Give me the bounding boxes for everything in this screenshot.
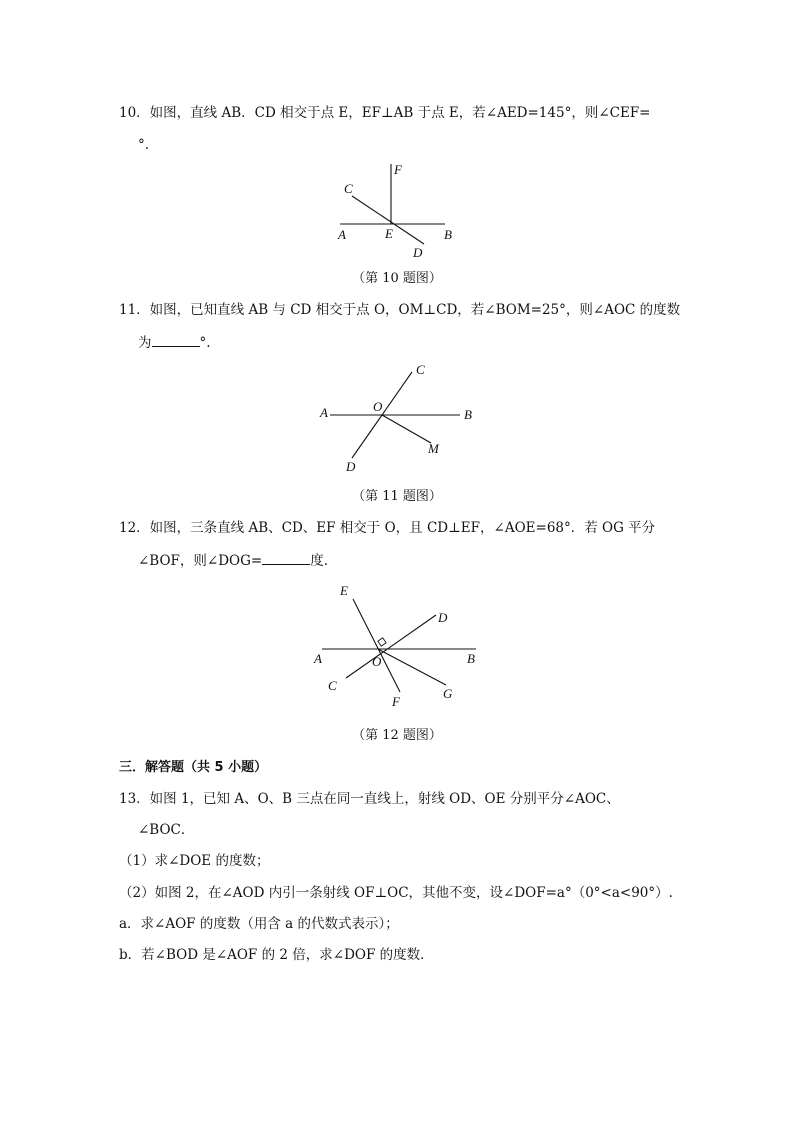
q10-label-a: A [338, 227, 346, 242]
q12-line2-prefix: ∠BOF，则∠DOG= [138, 553, 263, 569]
q11-label-m: M [428, 441, 439, 456]
q10-text-line2: °. [138, 137, 150, 153]
q13-text-line2: ∠BOC． [138, 822, 195, 838]
q11-figure [318, 360, 478, 480]
q13-part1: （1）求∠DOE 的度数； [119, 853, 270, 869]
q11-caption: （第 11 题图） [352, 489, 442, 504]
q12-text-line2 [138, 550, 684, 571]
q12-answer-blank[interactable] [262, 550, 310, 565]
q11-text-line1: 11．如图，已知直线 AB 与 CD 相交于点 O，OM⊥CD，若∠BOM=25°，则∠AOC 的度数 [119, 302, 681, 318]
q13-part-b: b．若∠BOD 是∠AOF 的 2 倍，求∠DOF 的度数． [119, 947, 434, 963]
q10-text-line1: 10．如图，直线 AB．CD 相交于点 E，EF⊥AB 于点 E，若∠AED=145°，则∠CEF= [119, 105, 651, 121]
q12-line2-suffix: 度. [310, 553, 329, 569]
q11-line2-suffix: °. [199, 335, 211, 351]
q10-label-f: F [394, 162, 402, 177]
q12-label-b: B [467, 651, 475, 666]
q11-ray-om [382, 415, 431, 443]
q12-label-g: G [443, 686, 453, 701]
q12-ray-og [378, 649, 446, 685]
q11-label-d: D [346, 459, 356, 474]
q10-caption: （第 10 题图） [352, 271, 442, 286]
q12-text-line1: 12．如图，三条直线 AB、CD、EF 相交于 O，且 CD⊥EF，∠AOE=68°．若 OG 平分 [119, 520, 656, 536]
q13-part2: （2）如图 2，在∠AOD 内引一条射线 OF⊥OC，其他不变，设∠DOF=a°（0°<a<90°）. [119, 885, 673, 901]
q11-text-line2 [138, 332, 684, 353]
q10-label-d: D [413, 245, 423, 260]
q13-part-a: a．求∠AOF 的度数（用含 a 的代数式表示）； [119, 916, 399, 932]
q12-label-o: O [372, 654, 382, 669]
q10-label-e: E [385, 226, 393, 241]
q12-caption: （第 12 题图） [352, 728, 442, 743]
q12-label-a: A [314, 651, 322, 666]
q12-label-e: E [340, 583, 348, 598]
section3-heading: 三．解答题（共 5 小题） [119, 760, 268, 775]
q10-label-c: C [344, 181, 353, 196]
q12-right-angle-mark [378, 638, 386, 646]
q12-label-d: D [438, 610, 448, 625]
q13-text-line1: 13．如图 1，已知 A、O、B 三点在同一直线上，射线 OD、OE 分别平分∠AOC、 [119, 791, 620, 807]
q11-label-a: A [320, 405, 328, 420]
q11-label-c: C [416, 362, 425, 377]
q11-label-b: B [464, 407, 472, 422]
q11-label-o: O [373, 399, 383, 414]
q12-label-f: F [392, 694, 400, 709]
q11-answer-blank[interactable] [152, 332, 200, 347]
q11-line2-prefix: 为 [138, 335, 152, 351]
q12-line-cd [346, 615, 436, 678]
q10-label-b: B [444, 227, 452, 242]
q12-label-c: C [328, 678, 337, 693]
q10-figure [330, 160, 460, 265]
q12-figure [310, 578, 485, 708]
